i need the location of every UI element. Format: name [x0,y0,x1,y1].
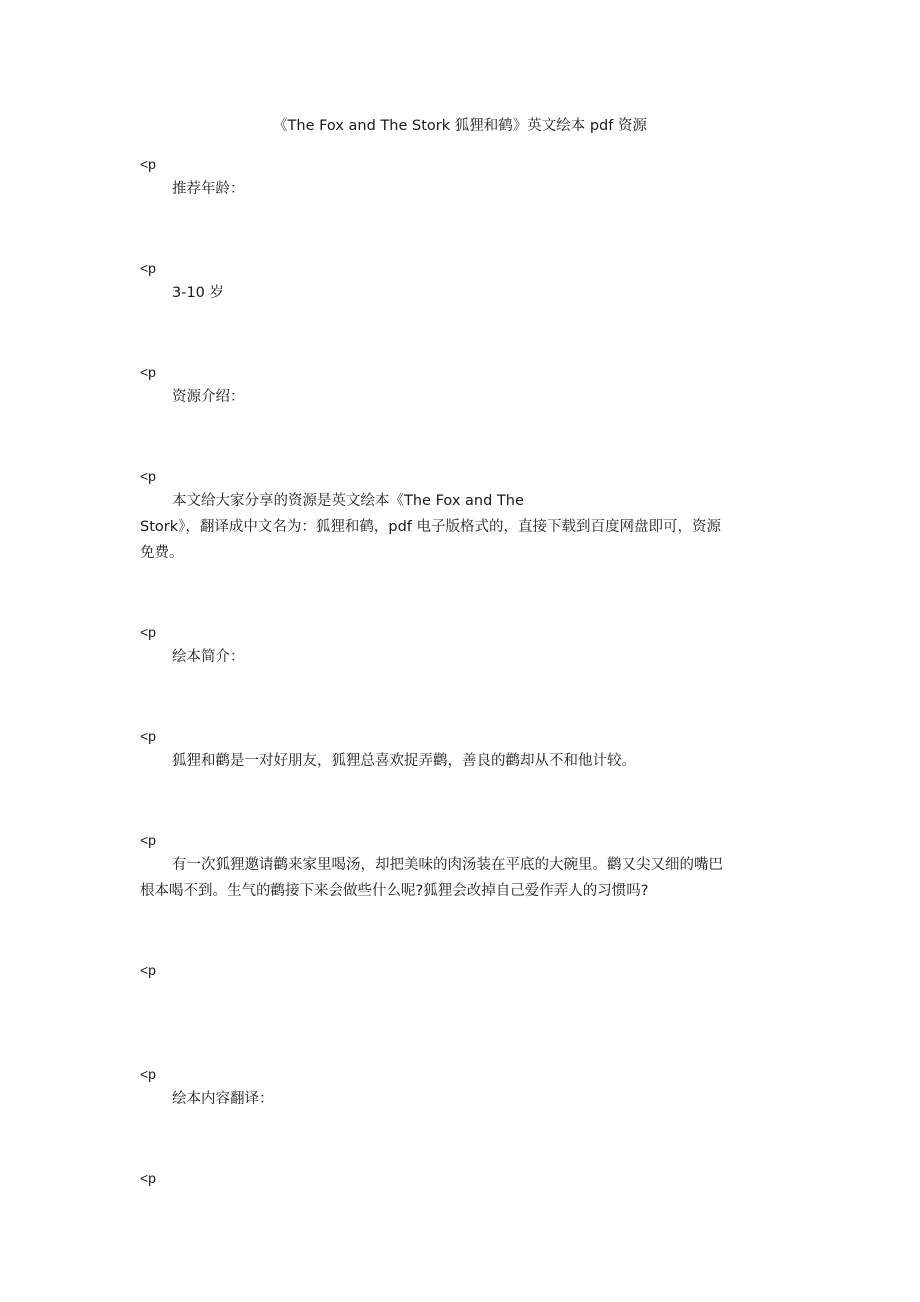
p-tag-marker: <p [140,1066,156,1082]
p-tag-marker: <p [140,728,156,744]
p-tag-marker: <p [140,260,156,276]
intro-label: 资源介绍： [172,389,245,405]
p-tag-marker: <p [140,962,156,978]
document-title: 《The Fox and The Stork 狐狸和鹤》英文绘本 pdf 资源 [273,118,647,134]
age-value: 3-10 岁 [172,285,225,301]
summary-paragraph-1: 狐狸和鹳是一对好朋友，狐狸总喜欢捉弄鹳，善良的鹳却从不和他计较。 [172,753,636,769]
translation-label: 绘本内容翻译： [172,1091,274,1107]
p-tag-marker: <p [140,364,156,380]
p-tag-marker: <p [140,1170,156,1186]
intro-line: 本文给大家分享的资源是英文绘本《The Fox and The [172,493,524,509]
summary-label: 绘本简介： [172,649,245,665]
intro-line: 免费。 [140,545,184,561]
summary-paragraph-2 [140,852,785,904]
p-tag-marker: <p [140,624,156,640]
intro-line: Stork》，翻译成中文名为：狐狸和鹤，pdf 电子版格式的，直接下载到百度网盘即可，资源 [140,519,721,535]
age-label: 推荐年龄： [172,181,245,197]
p-tag-marker: <p [140,156,156,172]
p-tag-marker: <p [140,468,156,484]
p-tag-marker: <p [140,832,156,848]
intro-paragraph [140,488,785,566]
summary-line: 根本喝不到。生气的鹳接下来会做些什么呢?狐狸会改掉自己爱作弄人的习惯吗? [140,883,649,899]
summary-line: 有一次狐狸邀请鹳来家里喝汤，却把美味的肉汤装在平底的大碗里。鹳又尖又细的嘴巴 [172,857,723,873]
